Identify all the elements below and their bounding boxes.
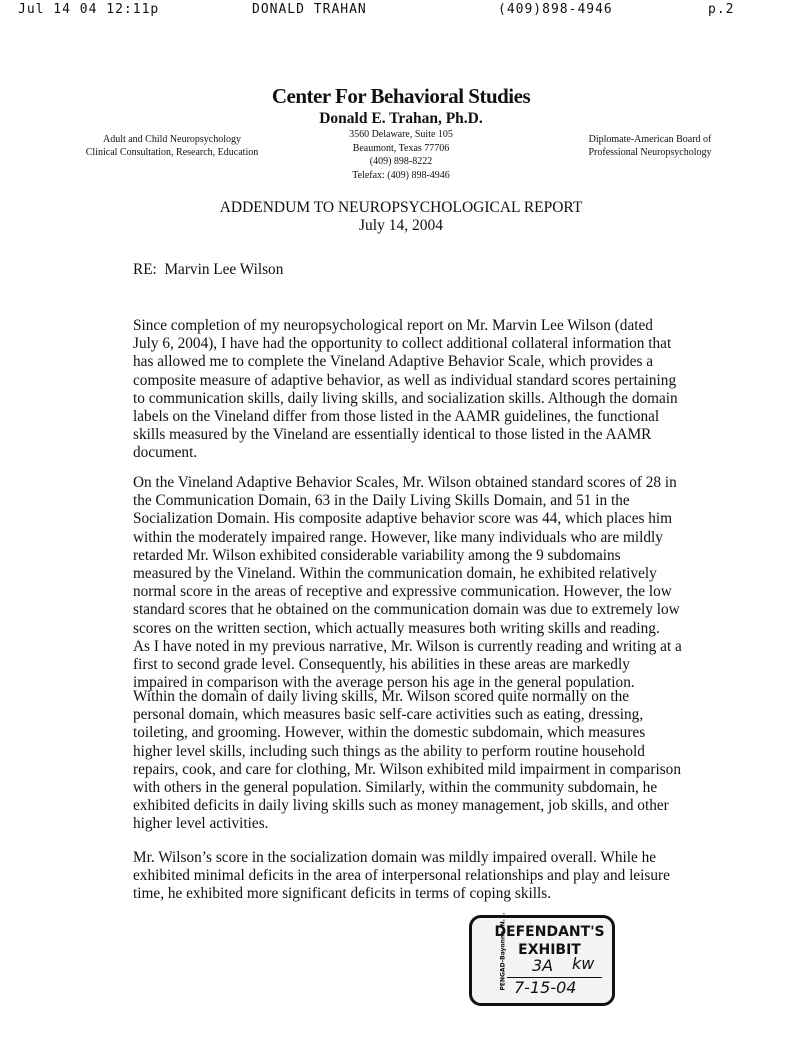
stamp-number: 3A bbox=[532, 956, 554, 975]
text-line: scores on the written section, which actually measures both writing skills and reading. bbox=[133, 619, 660, 637]
text-line: composite measure of adaptive behavior, as well as individual standard scores pertaining bbox=[133, 371, 677, 389]
fax-line: Telefax: (409) 898-4946 bbox=[352, 169, 450, 181]
text-line: impaired in comparison with the average person his age in the general population. bbox=[133, 674, 635, 692]
text-line: document. bbox=[133, 444, 198, 462]
paragraph bbox=[133, 688, 681, 834]
text-line: skills measured by the Vineland are essentially identical to those listed in the AAMR bbox=[133, 426, 652, 444]
text-line: to communication skills, daily living skills, and socialization skills. Although the domain bbox=[133, 389, 678, 407]
phone-line: (409) 898-8222 bbox=[369, 156, 433, 167]
specialty-line: Adult and Child Neuropsychology bbox=[102, 134, 242, 145]
text-line: exhibited deficits in daily living skills such as money management, job skills, and other bbox=[133, 797, 669, 815]
fax-phone: (409)898-4946 bbox=[498, 2, 613, 17]
text-line: Socialization Domain. His composite adaptive behavior score was 44, which places him bbox=[133, 510, 673, 528]
text-line: time, he exhibited more significant deficits in terms of coping skills. bbox=[133, 885, 552, 903]
text-line: personal domain, which measures basic self-care activities such as eating, dressing, bbox=[133, 706, 644, 724]
text-line: Mr. Wilson’s score in the socialization domain was mildly impaired overall. While he bbox=[133, 849, 657, 866]
text-line: July 6, 2004), I have had the opportunity to collect additional collateral information that bbox=[133, 335, 672, 353]
text-line: higher level activities. bbox=[133, 815, 269, 833]
text-line: with others in the general population. Similarly, within the community subdomain, he bbox=[133, 778, 658, 796]
text-line: the Communication Domain, 63 in the Daily Living Skills Domain, and 51 in the bbox=[133, 492, 630, 510]
board-line: Diplomate-American Board of bbox=[588, 134, 712, 145]
report-title: ADDENDUM TO NEUROPSYCHOLOGICAL REPORT bbox=[219, 199, 583, 216]
stamp-initials: kw bbox=[572, 954, 595, 973]
text-line: toileting, and grooming. However, within the domestic subdomain, which measures bbox=[133, 724, 646, 742]
text-line: normal score in the areas of receptive and expressive communication. However, the low bbox=[133, 583, 672, 601]
text-line: measured by the Vineland. Within the communication domain, he exhibited relatively bbox=[133, 564, 657, 582]
text-line: standard scores that he obtained on the communication domain was due to extremely low bbox=[133, 601, 680, 619]
specialty-block bbox=[62, 133, 282, 159]
fax-date: Jul 14 04 12:11p bbox=[18, 2, 160, 17]
exhibit-stamp bbox=[469, 912, 615, 1006]
stamp-title: DEFENDANT'S bbox=[494, 924, 605, 940]
text-line: On the Vineland Adaptive Behavior Scales, Mr. Wilson obtained standard scores of 28 in bbox=[133, 474, 677, 491]
text-line: retarded Mr. Wilson exhibited considerable variability among the 9 subdomains bbox=[133, 546, 621, 564]
board-block bbox=[560, 133, 740, 159]
text-line: exhibited minimal deficits in the area of interpersonal relationships and play and leisure bbox=[133, 867, 670, 885]
text-line: As I have noted in my previous narrative, Mr. Wilson is currently reading and writing at a bbox=[133, 637, 682, 655]
address-line: 3560 Delaware, Suite 105 bbox=[349, 129, 453, 140]
paragraph bbox=[133, 849, 670, 904]
address-line: Beaumont, Texas 77706 bbox=[352, 142, 450, 154]
text-line: repairs, cook, and care for clothing, Mr. Wilson exhibited mild impairment in comparison bbox=[133, 760, 681, 778]
stamp-date: 7-15-04 bbox=[514, 978, 577, 997]
stamp-vendor: PENGAD-Bayonne, N. J. bbox=[499, 912, 507, 991]
text-line: higher level skills, including such things as the ability to perform routine household bbox=[133, 742, 645, 760]
stamp-exhibit: EXHIBIT bbox=[518, 942, 581, 958]
board-line: Professional Neuropsychology bbox=[588, 147, 712, 158]
text-line: labels on the Vineland differ from those listed in the AAMR guidelines, the functional bbox=[133, 407, 660, 425]
text-line: has allowed me to complete the Vineland Adaptive Behavior Scale, which provides a bbox=[133, 353, 654, 371]
re-line: RE: Marvin Lee Wilson bbox=[133, 261, 284, 278]
paragraph bbox=[133, 317, 678, 463]
fax-page: p.2 bbox=[708, 2, 735, 17]
doctor-name: Donald E. Trahan, Ph.D. bbox=[319, 110, 483, 127]
text-line: Since completion of my neuropsychological report on Mr. Marvin Lee Wilson (dated bbox=[133, 317, 653, 334]
report-date: July 14, 2004 bbox=[359, 217, 443, 234]
text-line: Within the domain of daily living skills, Mr. Wilson scored quite normally on the bbox=[133, 688, 630, 705]
fax-sender: DONALD TRAHAN bbox=[252, 2, 367, 17]
specialty-line: Clinical Consultation, Research, Education bbox=[85, 147, 259, 158]
address-block bbox=[300, 128, 502, 182]
text-line: within the moderately impaired range. However, like many individuals who are mildly bbox=[133, 528, 663, 546]
org-name: Center For Behavioral Studies bbox=[271, 84, 531, 108]
paragraph bbox=[133, 474, 682, 692]
text-line: first to second grade level. Consequently, his abilities in these areas are markedly bbox=[133, 655, 630, 673]
